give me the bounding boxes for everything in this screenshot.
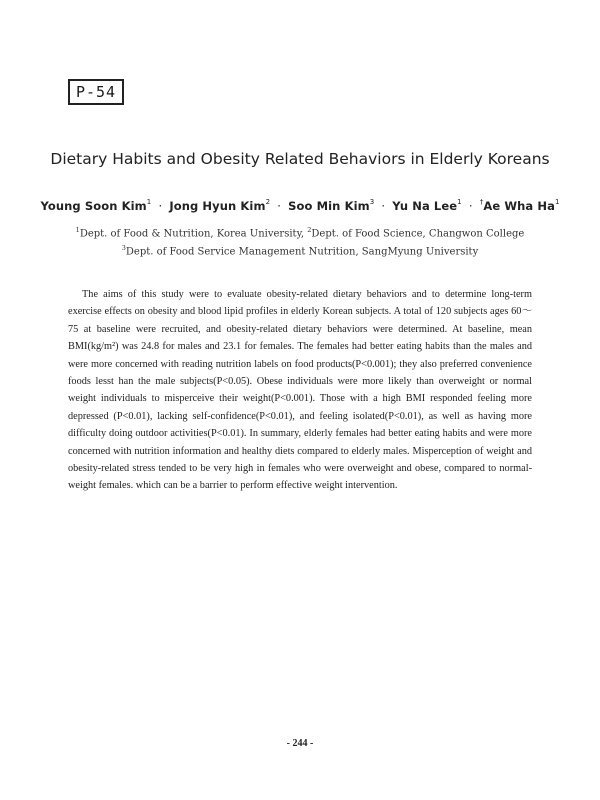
affil-sup: 1 [75, 226, 80, 234]
affiliation-text: Dept. of Food Science, Changwon College [311, 228, 525, 240]
author-affil-sup: 2 [265, 198, 271, 207]
author-list [0, 199, 600, 213]
affiliation-line [0, 241, 600, 259]
affiliation-line [0, 223, 600, 241]
author-affil-sup: 1 [554, 198, 560, 207]
author-name: Jong Hyun Kim [169, 199, 266, 213]
author-affil-sup: 3 [369, 198, 375, 207]
affil-sup: 3 [121, 244, 126, 253]
author-name: Ae Wha Ha [483, 199, 555, 213]
author-affil-sup: 1 [457, 198, 462, 207]
corresponding-author-mark: † [479, 198, 484, 207]
author-name: Soo Min Kim [288, 199, 370, 213]
author-separator: · [468, 199, 473, 213]
author-separator: · [277, 199, 281, 213]
author-separator: · [381, 199, 386, 213]
affil-sup: 2 [307, 226, 312, 234]
abstract-body [68, 286, 532, 495]
author-name: Yu Na Lee [392, 199, 458, 213]
affiliation-text: Dept. of Food Service Management Nutrition, SangMyung University [125, 246, 479, 258]
affiliations [0, 223, 600, 260]
page-number: - 244 - [286, 738, 314, 749]
affiliation-text: Dept. of Food & Nutrition, Korea University, [79, 228, 305, 240]
abstract-paragraph: The aims of this study were to evaluate obesity-related dietary behaviors and to determine long-term exercise effects on obesity and blood lipid profiles in elderly Korean subjects. A total of 120 subjects ages 60～75 at baseline were recruited, and obesity-related dietary behaviors were determined. At baseline, mean BMI(kg/m²) was 24.8 for males and 23.1 for females. The females had better eating habits than the males and were more concerned with reading nutrition labels on food products(P<0.001); they also preferred convenience foods lesst han the male subjects(P<0.05). Obese individuals were more likely than overweight or normal weight individuals to misperceive their weight(P<0.001). Those with a high BMI responded feeling more depressed (P<0.01), lacking self-confidence(P<0.01), and feeling isolated(P<0.01), as well as having more difficulty doing outdoor activities(P<0.01). In summary, elderly females had better eating habits and were more concerned with nutrition information and healthy diets compared to elderly males. Misperception of weight and obesity-related stress tended to be very high in females who were overweight and obese, compared to normal-weight females. which can be a barrier to perform effective weight intervention. [68, 289, 532, 492]
author-separator: · [158, 199, 163, 213]
poster-code: P-54 [68, 79, 124, 105]
paper-title: Dietary Habits and Obesity Related Behaviors in Elderly Koreans [50, 150, 550, 168]
author-affil-sup: 1 [146, 198, 152, 207]
author-name: Young Soon Kim [40, 199, 147, 213]
